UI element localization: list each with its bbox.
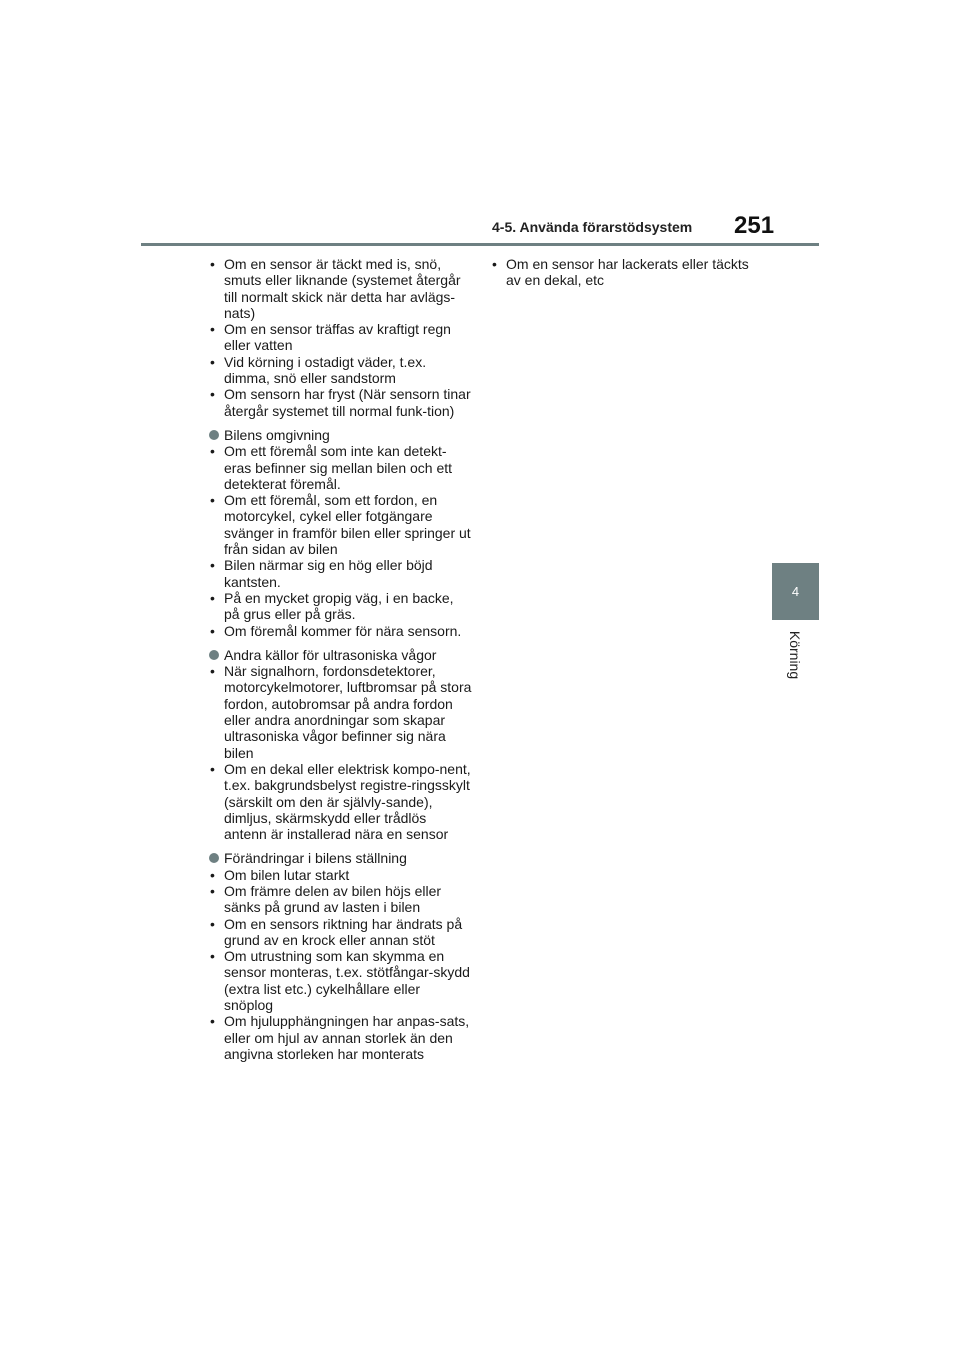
group-heading-text: Andra källor för ultrasoniska vågor bbox=[224, 646, 437, 663]
chapter-number: 4 bbox=[791, 584, 800, 599]
list-item bbox=[207, 386, 472, 419]
list-item-text: När signalhorn, fordonsdetektorer, motorcykelmotorer, luftbromsar på stora fordon, autobromsar på andra fordon eller andra anordningar som skapar ultrasoniska vågor befinner sig nära bilen bbox=[224, 663, 472, 761]
group-heading bbox=[207, 850, 472, 866]
bullet-mark: • bbox=[210, 557, 215, 574]
list-item-text: Om en sensors riktning har ändrats på grund av en krock eller annan stöt bbox=[224, 915, 463, 948]
bullet-mark: • bbox=[210, 492, 215, 509]
list-item bbox=[207, 590, 472, 623]
list-item-text: Om en sensor är täckt med is, snö, smuts eller liknande (systemet återgår till normalt skick när detta har avlägs-nats) bbox=[224, 256, 461, 321]
bullet-mark: • bbox=[210, 866, 215, 883]
group-vehicle-posture bbox=[207, 850, 472, 1062]
chapter-tab bbox=[772, 563, 819, 620]
bullet-mark: • bbox=[210, 443, 215, 460]
group-heading bbox=[207, 647, 472, 663]
header-divider bbox=[141, 243, 819, 246]
bullet-mark: • bbox=[210, 622, 215, 639]
group-heading-text: Bilens omgivning bbox=[224, 426, 330, 443]
page-number: 251 bbox=[734, 212, 775, 239]
list-item-text: Om sensorn har fryst (När sensorn tinar återgår systemet till normal funk-tion) bbox=[224, 386, 471, 419]
bullet-mark: • bbox=[210, 663, 215, 680]
list-item-text: Om utrustning som kan skymma en sensor monteras, t.ex. stötfångar-skydd (extra list etc.) cykelhållare eller snöplog bbox=[224, 948, 470, 1014]
list-item-text: Bilen närmar sig en hög eller böjd kantsten. bbox=[224, 557, 433, 590]
list-item-text: Om hjulupphängningen har anpas-sats, eller om hjul av annan storlek än den angivna storleken har monterats bbox=[224, 1013, 470, 1062]
group-surroundings bbox=[207, 427, 472, 639]
list-item bbox=[207, 663, 472, 761]
bullet-mark: • bbox=[210, 256, 215, 272]
list-item-text: Om ett föremål som inte kan detekt-eras befinner sig mellan bilen och ett detekterat föremål. bbox=[224, 443, 453, 492]
list-item bbox=[207, 1013, 472, 1062]
list-item-text: Om bilen lutar starkt bbox=[224, 866, 350, 883]
section-title: 4-5. Använda förarstödsystem bbox=[492, 219, 693, 235]
list-item bbox=[207, 623, 472, 639]
list-item-text: På en mycket gropig väg, i en backe, på grus eller på gräs. bbox=[224, 589, 454, 623]
list-item bbox=[207, 256, 472, 321]
group-ultrasonic-sources bbox=[207, 647, 472, 843]
right-column bbox=[489, 256, 754, 297]
chapter-label: Körning bbox=[787, 630, 803, 680]
bullet-mark: • bbox=[210, 1013, 215, 1030]
list-item bbox=[207, 883, 472, 916]
list-item bbox=[207, 443, 472, 492]
bullet-mark: • bbox=[210, 948, 215, 965]
list-item-text: Om en sensor har lackerats eller täckts av en dekal, etc bbox=[506, 256, 749, 289]
list-item bbox=[489, 256, 754, 289]
bullet-mark: • bbox=[492, 256, 497, 272]
list-item-text: Vid körning i ostadigt väder, t.ex. dimma, snö eller sandstorm bbox=[224, 353, 427, 387]
list-item bbox=[207, 492, 472, 557]
left-column bbox=[207, 256, 472, 1070]
bullet-mark: • bbox=[210, 589, 215, 606]
list-item bbox=[207, 761, 472, 842]
list-item bbox=[207, 916, 472, 949]
circle-bullet-icon bbox=[209, 430, 219, 440]
bullet-mark: • bbox=[210, 321, 215, 338]
circle-bullet-icon bbox=[209, 853, 219, 863]
bullet-mark: • bbox=[210, 353, 215, 370]
bullet-mark: • bbox=[210, 915, 215, 932]
group-sensor-conditions bbox=[207, 256, 472, 419]
circle-bullet-icon bbox=[209, 650, 219, 660]
list-item bbox=[207, 557, 472, 590]
list-item bbox=[207, 867, 472, 883]
group-sensor-covering bbox=[489, 256, 754, 289]
list-item-text: Om ett föremål, som ett fordon, en motorcykel, cykel eller fotgängare svänger in framför bilen eller springer ut från sidan av bilen bbox=[224, 492, 471, 558]
list-item-text: Om föremål kommer för nära sensorn. bbox=[224, 622, 462, 639]
list-item-text: Om en dekal eller elektrisk kompo-nent, t.ex. bakgrundsbelyst registre-ringsskylt (särskilt om den är självly-sande), dimljus, skärmskydd eller trådlös antenn är installerad nära en sensor bbox=[224, 760, 471, 843]
bullet-mark: • bbox=[210, 882, 215, 899]
bullet-mark: • bbox=[210, 386, 215, 403]
bullet-mark: • bbox=[210, 760, 215, 777]
list-item bbox=[207, 354, 472, 387]
list-item-text: Om en sensor träffas av kraftigt regn eller vatten bbox=[224, 321, 451, 354]
group-heading-text: Förändringar i bilens ställning bbox=[224, 850, 407, 867]
list-item bbox=[207, 321, 472, 354]
list-item-text: Om främre delen av bilen höjs eller sänks på grund av lasten i bilen bbox=[224, 882, 442, 916]
list-item bbox=[207, 948, 472, 1013]
group-heading bbox=[207, 427, 472, 443]
